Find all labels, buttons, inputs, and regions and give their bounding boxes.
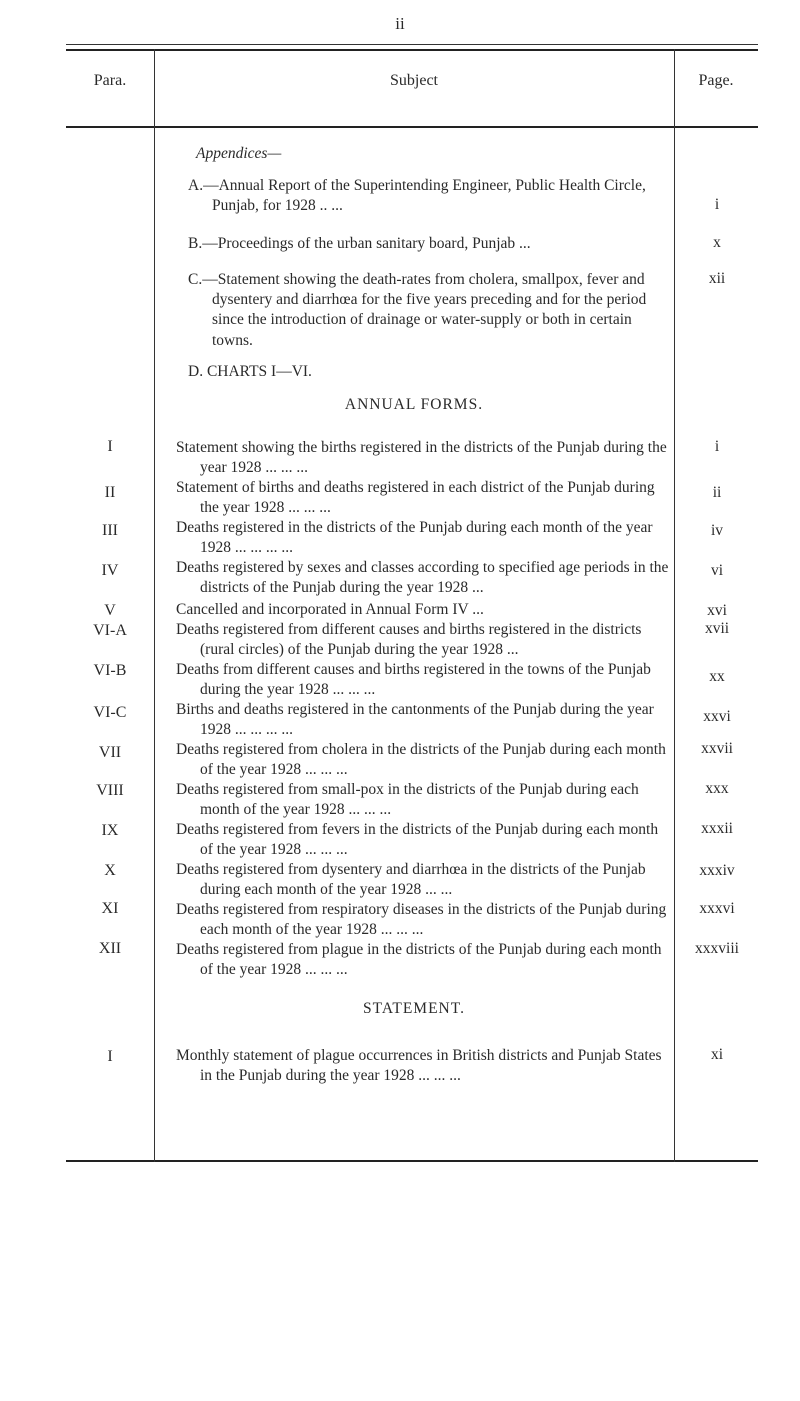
header-page: Page.: [698, 72, 734, 89]
table-rule: [66, 44, 758, 45]
para-number: VII: [98, 744, 122, 761]
list-item: Deaths registered from small-pox in the districts of the Punjab during each month of the year 1928 ... ... ...: [176, 781, 639, 819]
list-item: B.—Proceedings of the urban sanitary board, Punjab ...: [188, 235, 531, 252]
para-number: IX: [101, 822, 119, 839]
page-ref: xxxvi: [699, 900, 735, 917]
para-number: II: [104, 484, 116, 501]
header-subject: Subject: [390, 72, 438, 89]
list-item: Deaths registered from fevers in the districts of the Punjab during each month of the year 1928 ... ... ...: [176, 821, 659, 859]
annual-forms-heading: ANNUAL FORMS.: [344, 396, 484, 413]
list-item: Deaths registered from cholera in the districts of the Punjab during each month of the year 1928 ... ... ...: [176, 741, 666, 779]
table-rule: [66, 126, 154, 128]
list-item: Monthly statement of plague occurrences in British districts and Punjab States in the Punjab during the year 1928 ... ... ...: [176, 1047, 662, 1085]
page-ref: xvii: [704, 620, 730, 637]
page-ref: i: [714, 196, 720, 213]
page-ref: xxx: [705, 780, 729, 797]
column-divider: [154, 49, 155, 1162]
page-ref: iv: [710, 522, 724, 539]
list-item: C.—Statement showing the death-rates from cholera, smallpox, fever and dysentery and diarrhœa for the five years preceding and for the period since the introduction of drainage or water-supply or both in certain towns.: [188, 271, 647, 349]
para-number: IV: [101, 562, 119, 579]
list-item: Deaths registered from different causes and births registered in the districts (rural circles) of the Punjab during the year 1928 ...: [176, 621, 642, 659]
table-rule: [66, 1160, 758, 1162]
page-ref: xii: [708, 270, 726, 287]
column-divider: [674, 49, 675, 1162]
list-item: Cancelled and incorporated in Annual Form IV ...: [176, 601, 484, 618]
page-number: ii: [395, 14, 405, 33]
para-number: I: [107, 1048, 113, 1065]
para-number: VIII: [96, 782, 124, 799]
page-ref: xx: [709, 668, 725, 685]
list-item: Deaths registered from dysentery and diarrhœa in the districts of the Punjab during each month of the year 1928 ... ...: [176, 861, 646, 899]
page-ref: xi: [710, 1046, 724, 1063]
appendices-heading: Appendices—: [196, 145, 282, 162]
para-number: VI-C: [93, 704, 127, 721]
list-item: Deaths registered from respiratory diseases in the districts of the Punjab during each month of the year 1928 ... ... ...: [176, 901, 667, 939]
para-number: XI: [101, 900, 119, 917]
table-rule: [154, 126, 758, 128]
header-para: Para.: [93, 72, 127, 89]
page-ref: i: [714, 438, 720, 455]
list-item: Deaths registered in the districts of the Punjab during each month of the year 1928 ... ... ... ...: [176, 519, 653, 557]
para-number: VI-A: [93, 622, 127, 639]
list-item: Deaths registered by sexes and classes according to specified age periods in the districts of the Punjab during the year 1928 ...: [176, 559, 669, 597]
page-ref: vi: [710, 562, 724, 579]
para-number: V: [104, 602, 116, 619]
list-item: Statement of births and deaths registered in each district of the Punjab during the year 1928 ... ... ...: [176, 479, 655, 517]
page-ref: xxvi: [703, 708, 731, 725]
page-ref: xvi: [707, 602, 727, 619]
page-ref: x: [713, 234, 721, 251]
list-item: Deaths registered from plague in the districts of the Punjab during each month of the year 1928 ... ... ...: [176, 941, 662, 979]
para-number: I: [107, 438, 113, 455]
list-item: Statement showing the births registered in the districts of the Punjab during the year 1928 ... ... ...: [176, 439, 667, 477]
page-ref: xxxviii: [695, 940, 739, 957]
para-number: III: [102, 522, 118, 539]
page-ref: ii: [712, 484, 722, 501]
list-item: A.—Annual Report of the Superintending Engineer, Public Health Circle, Punjab, for 1928 .. ...: [188, 177, 646, 215]
list-item: D. CHARTS I—VI.: [188, 363, 312, 380]
list-item: Births and deaths registered in the cantonments of the Punjab during the year 1928 ... ... ... ...: [176, 701, 654, 739]
statement-heading: STATEMENT.: [363, 1000, 465, 1017]
para-number: XII: [98, 940, 122, 957]
table-rule: [66, 49, 758, 51]
page-ref: xxxiv: [699, 862, 735, 879]
page-ref: xxvii: [701, 740, 733, 757]
contents-table: [66, 44, 758, 1162]
para-number: VI-B: [93, 662, 127, 679]
page-ref: xxxii: [701, 820, 733, 837]
para-number: X: [104, 862, 116, 879]
list-item: Deaths from different causes and births registered in the towns of the Punjab during the year 1928 ... ... ...: [176, 661, 651, 699]
